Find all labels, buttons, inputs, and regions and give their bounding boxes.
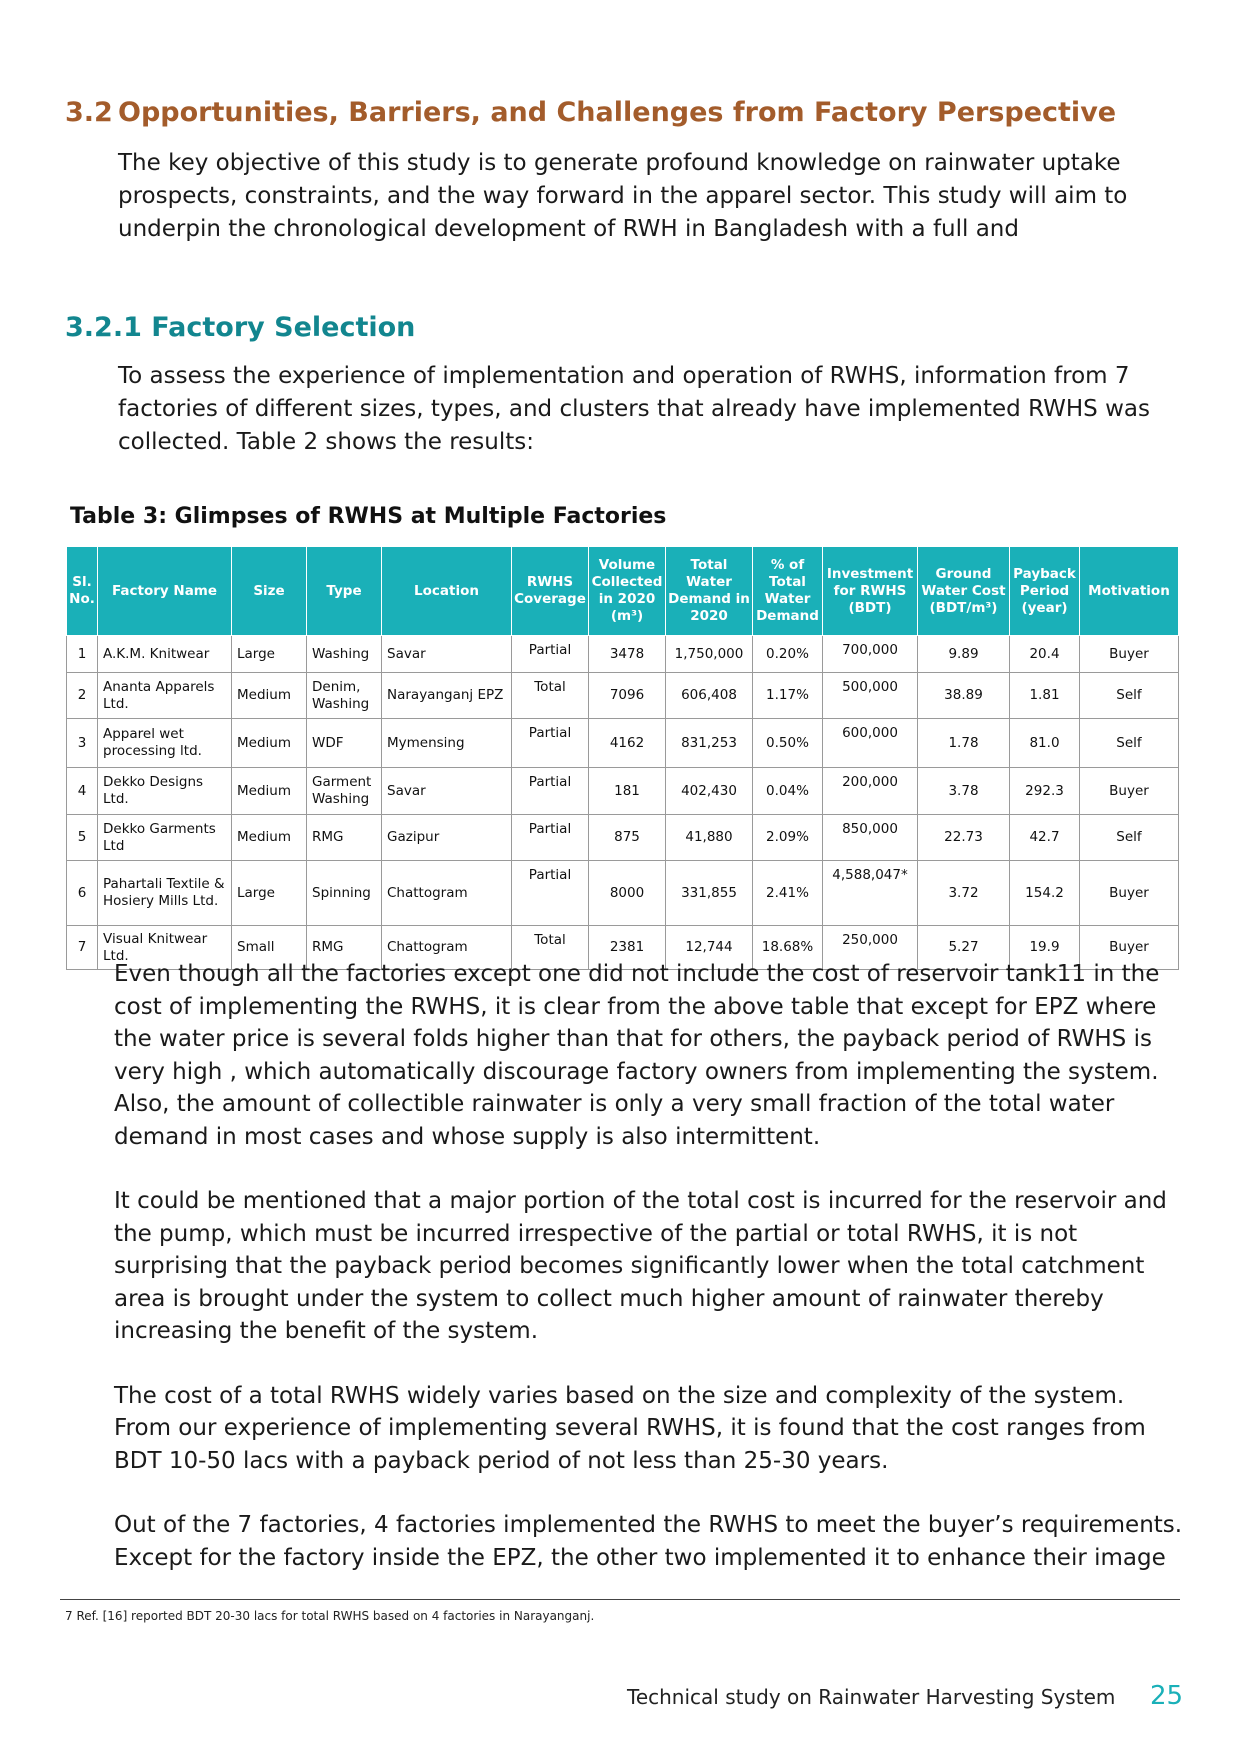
cell-groundwater-cost: 9.89 xyxy=(918,636,1010,673)
cell-factory-name: A.K.M. Knitwear xyxy=(98,636,232,673)
section-title: Opportunities, Barriers, and Challenges from Factory Perspective xyxy=(118,97,1117,128)
cell-volume: 7096 xyxy=(589,673,666,719)
section-intro-paragraph: The key objective of this study is to generate profound knowledge on rainwater uptake prospects, constraints, and the way forward in the apparel sector. This study will aim to underpin the chronological development of RWH in Bangladesh with a full and xyxy=(118,150,1128,242)
cell-volume: 2381 xyxy=(589,926,666,970)
cell-payback: 154.2 xyxy=(1010,861,1080,926)
cell-groundwater-cost: 5.27 xyxy=(918,926,1010,970)
cell-motivation: Buyer xyxy=(1080,926,1179,970)
cell-factory-name: Dekko Designs Ltd. xyxy=(98,768,232,815)
footnote: 7 Ref. [16] reported BDT 20-30 lacs for total RWHS based on 4 factories in Narayanganj. xyxy=(65,1609,595,1623)
cell-coverage: Partial xyxy=(512,815,589,861)
cell-investment: 850,000 xyxy=(823,815,918,861)
cell-investment: 250,000 xyxy=(823,926,918,970)
cell-location: Savar xyxy=(382,636,512,673)
cell-coverage: Partial xyxy=(512,861,589,926)
cell-percent: 18.68% xyxy=(753,926,823,970)
body-paragraph: Even though all the factories except one did not include the cost of reservoir tank11 in the cost of implementing the RWHS, it is clear from the above table that except for EPZ where the water price is several folds higher than that for others, the payback period of RWHS is very high , which automatically discourage factory owners from implementing the system. Also, the amount of collectible rainwater is only a very small fraction of the total water demand in most cases and whose supply is also intermittent. xyxy=(114,961,1160,1150)
table-header-row xyxy=(67,547,1179,636)
cell-groundwater-cost: 1.78 xyxy=(918,719,1010,768)
cell-investment: 600,000 xyxy=(823,719,918,768)
header-sl: Sl. No. xyxy=(67,547,98,636)
table-row xyxy=(67,636,1179,673)
header-volume: Volume Collected in 2020 (m³) xyxy=(589,547,666,636)
cell-motivation: Self xyxy=(1080,719,1179,768)
cell-percent: 0.20% xyxy=(753,636,823,673)
cell-type: WDF xyxy=(307,719,382,768)
cell-demand: 606,408 xyxy=(666,673,753,719)
cell-percent: 0.04% xyxy=(753,768,823,815)
cell-percent: 2.09% xyxy=(753,815,823,861)
cell-demand: 1,750,000 xyxy=(666,636,753,673)
cell-sl: 4 xyxy=(67,768,98,815)
cell-location: Mymensing xyxy=(382,719,512,768)
cell-size: Medium xyxy=(232,673,307,719)
cell-motivation: Buyer xyxy=(1080,768,1179,815)
header-demand: Total Water Demand in 2020 xyxy=(666,547,753,636)
cell-groundwater-cost: 22.73 xyxy=(918,815,1010,861)
cell-factory-name: Pahartali Textile & Hosiery Mills Ltd. xyxy=(98,861,232,926)
subsection-paragraph: To assess the experience of implementation and operation of RWHS, information from 7 factories of different sizes, types, and clusters that already have implemented RWHS was collected. Table 2 shows the results: xyxy=(118,363,1150,455)
cell-coverage: Partial xyxy=(512,636,589,673)
header-motivation: Motivation xyxy=(1080,547,1179,636)
cell-demand: 331,855 xyxy=(666,861,753,926)
table-row xyxy=(67,861,1179,926)
table-row xyxy=(67,719,1179,768)
cell-payback: 20.4 xyxy=(1010,636,1080,673)
cell-payback: 1.81 xyxy=(1010,673,1080,719)
cell-size: Large xyxy=(232,861,307,926)
header-factory-name: Factory Name xyxy=(98,547,232,636)
cell-groundwater-cost: 38.89 xyxy=(918,673,1010,719)
cell-volume: 181 xyxy=(589,768,666,815)
cell-size: Medium xyxy=(232,815,307,861)
cell-investment: 200,000 xyxy=(823,768,918,815)
body-text xyxy=(114,958,1184,1606)
cell-motivation: Self xyxy=(1080,815,1179,861)
cell-size: Medium xyxy=(232,719,307,768)
cell-percent: 0.50% xyxy=(753,719,823,768)
cell-volume: 4162 xyxy=(589,719,666,768)
footer-document-title: Technical study on Rainwater Harvesting System xyxy=(627,1685,1116,1709)
table-row xyxy=(67,768,1179,815)
body-paragraph: It could be mentioned that a major portion of the total cost is incurred for the reservoir and the pump, which must be incurred irrespective of the partial or total RWHS, it is not surprising that the payback period becomes significantly lower when the total catchment area is brought under the system to collect much higher amount of rainwater thereby increasing the benefit of the system. xyxy=(114,1188,1167,1344)
cell-payback: 42.7 xyxy=(1010,815,1080,861)
section-number: 3.2 xyxy=(65,97,113,128)
cell-location: Gazipur xyxy=(382,815,512,861)
subsection-heading: 3.2.1 Factory Selection xyxy=(65,312,416,343)
cell-motivation: Self xyxy=(1080,673,1179,719)
cell-size: Large xyxy=(232,636,307,673)
cell-coverage: Partial xyxy=(512,768,589,815)
cell-factory-name: Apparel wet processing ltd. xyxy=(98,719,232,768)
cell-sl: 6 xyxy=(67,861,98,926)
cell-location: Narayanganj EPZ xyxy=(382,673,512,719)
cell-payback: 19.9 xyxy=(1010,926,1080,970)
cell-type: Garment Washing xyxy=(307,768,382,815)
cell-location: Chattogram xyxy=(382,861,512,926)
cell-sl: 1 xyxy=(67,636,98,673)
cell-volume: 3478 xyxy=(589,636,666,673)
cell-volume: 8000 xyxy=(589,861,666,926)
cell-coverage: Total xyxy=(512,673,589,719)
cell-type: Denim, Washing xyxy=(307,673,382,719)
rwhs-factories-table xyxy=(66,546,1179,970)
header-payback: Payback Period (year) xyxy=(1010,547,1080,636)
cell-groundwater-cost: 3.72 xyxy=(918,861,1010,926)
header-location: Location xyxy=(382,547,512,636)
cell-type: Washing xyxy=(307,636,382,673)
cell-factory-name: Ananta Apparels Ltd. xyxy=(98,673,232,719)
cell-size: Small xyxy=(232,926,307,970)
cell-factory-name: Visual Knitwear Ltd. xyxy=(98,926,232,970)
cell-sl: 3 xyxy=(67,719,98,768)
cell-percent: 2.41% xyxy=(753,861,823,926)
cell-payback: 292.3 xyxy=(1010,768,1080,815)
cell-sl: 2 xyxy=(67,673,98,719)
section-heading xyxy=(65,97,1116,128)
body-paragraph: Out of the 7 factories, 4 factories implemented the RWHS to meet the buyer’s requirements. Except for the factory inside the EPZ, the other two implemented it to enhance their image xyxy=(114,1512,1183,1571)
cell-size: Medium xyxy=(232,768,307,815)
cell-investment: 4,588,047* xyxy=(823,861,918,926)
cell-sl: 5 xyxy=(67,815,98,861)
table-row xyxy=(67,815,1179,861)
cell-demand: 41,880 xyxy=(666,815,753,861)
body-paragraph: The cost of a total RWHS widely varies based on the size and complexity of the system. From our experience of implementing several RWHS, it is found that the cost ranges from BDT 10-50 lacs with a payback period of not less than 25-30 years. xyxy=(114,1382,1146,1474)
table-caption: Table 3: Glimpses of RWHS at Multiple Factories xyxy=(70,504,667,529)
cell-investment: 500,000 xyxy=(823,673,918,719)
cell-sl: 7 xyxy=(67,926,98,970)
header-size: Size xyxy=(232,547,307,636)
table-row xyxy=(67,673,1179,719)
page-number: 25 xyxy=(1150,1681,1184,1711)
cell-location: Chattogram xyxy=(382,926,512,970)
cell-factory-name: Dekko Garments Ltd xyxy=(98,815,232,861)
header-coverage: RWHS Coverage xyxy=(512,547,589,636)
cell-demand: 402,430 xyxy=(666,768,753,815)
cell-coverage: Partial xyxy=(512,719,589,768)
footnote-divider xyxy=(60,1599,1180,1600)
cell-coverage: Total xyxy=(512,926,589,970)
cell-demand: 831,253 xyxy=(666,719,753,768)
cell-payback: 81.0 xyxy=(1010,719,1080,768)
cell-type: Spinning xyxy=(307,861,382,926)
cell-demand: 12,744 xyxy=(666,926,753,970)
cell-volume: 875 xyxy=(589,815,666,861)
header-groundwater-cost: Ground Water Cost (BDT/m³) xyxy=(918,547,1010,636)
cell-groundwater-cost: 3.78 xyxy=(918,768,1010,815)
cell-location: Savar xyxy=(382,768,512,815)
cell-motivation: Buyer xyxy=(1080,861,1179,926)
cell-investment: 700,000 xyxy=(823,636,918,673)
header-investment: Investment for RWHS (BDT) xyxy=(823,547,918,636)
cell-motivation: Buyer xyxy=(1080,636,1179,673)
header-type: Type xyxy=(307,547,382,636)
cell-percent: 1.17% xyxy=(753,673,823,719)
header-percent: % of Total Water Demand xyxy=(753,547,823,636)
cell-type: RMG xyxy=(307,815,382,861)
cell-type: RMG xyxy=(307,926,382,970)
